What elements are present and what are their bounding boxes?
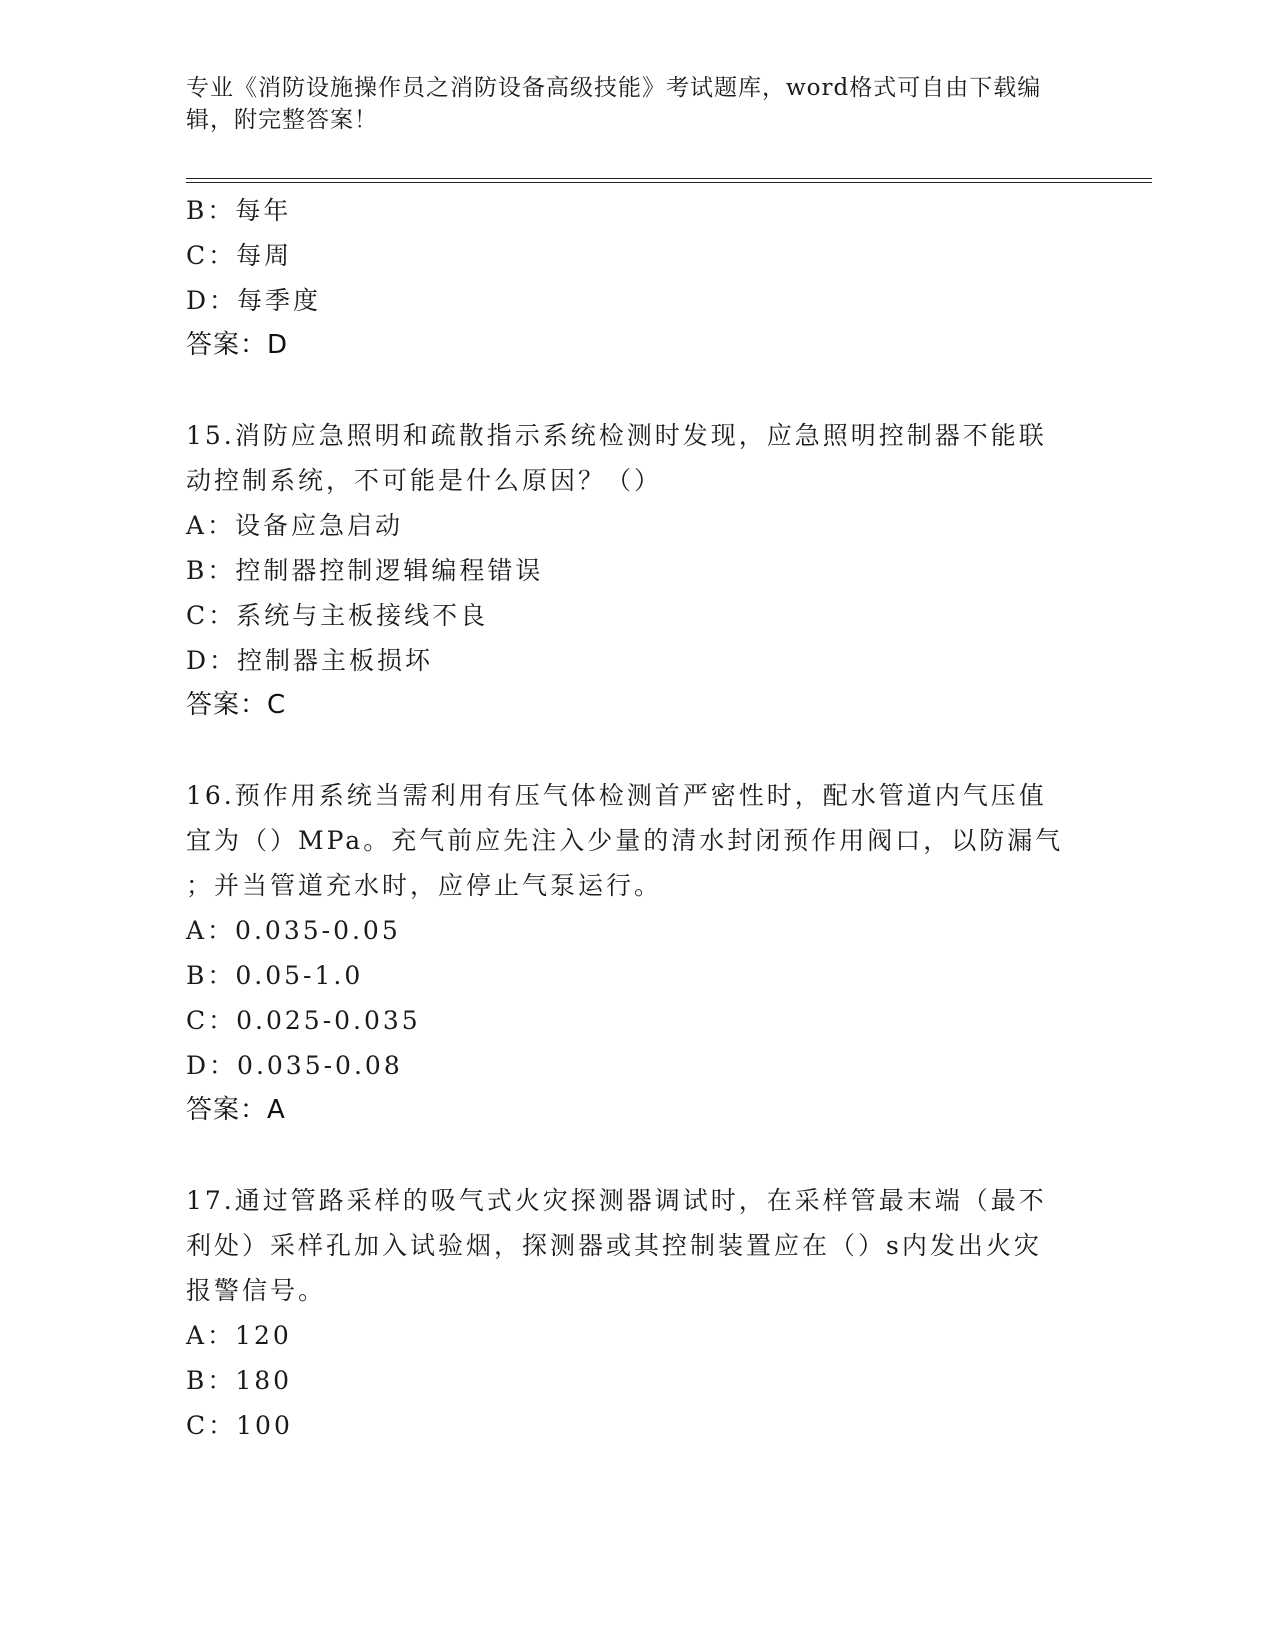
answer: 答案：C	[186, 690, 287, 720]
option-a: A：设备应急启动	[186, 511, 404, 540]
question-line: 宜为（）MPa。充气前应先注入少量的清水封闭预作用阀口，以防漏气	[186, 826, 1064, 855]
option-c: C：100	[186, 1411, 293, 1440]
answer: 答案：A	[186, 1095, 286, 1125]
question-text	[186, 1178, 1086, 1313]
option-d: D：每季度	[186, 286, 322, 315]
option-a: A：120	[186, 1321, 292, 1350]
question-text	[186, 413, 1086, 503]
option-b: B：0.05-1.0	[186, 961, 364, 990]
question-15	[186, 413, 1086, 728]
page-header	[186, 72, 1066, 136]
question-line: 16.预作用系统当需利用有压气体检测首严密性时，配水管道内气压值	[186, 781, 1047, 810]
option-a: A：0.035-0.05	[186, 916, 401, 945]
option-b: B：180	[186, 1366, 293, 1395]
question-line: 动控制系统，不可能是什么原因？（）	[186, 466, 663, 495]
question-list	[186, 188, 1086, 1448]
option-c: C：0.025-0.035	[186, 1006, 421, 1035]
question-line: 报警信号。	[186, 1276, 327, 1305]
option-d: D：0.035-0.08	[186, 1051, 403, 1080]
question-line: 17.通过管路采样的吸气式火灾探测器调试时，在采样管最末端（最不	[186, 1186, 1047, 1215]
option-b: B：控制器控制逻辑编程错误	[186, 556, 544, 585]
question-16	[186, 773, 1086, 1133]
question-line: 利处）采样孔加入试验烟，探测器或其控制装置应在（）s内发出火灾	[186, 1231, 1042, 1260]
question-line: ；并当管道充水时，应停止气泵运行。	[186, 871, 663, 900]
question-text	[186, 773, 1086, 908]
header-line-2: 辑，附完整答案！	[186, 107, 378, 133]
question-14-tail	[186, 188, 1086, 368]
option-d: D：控制器主板损坏	[186, 646, 434, 675]
question-17	[186, 1178, 1086, 1448]
header-divider	[186, 178, 1152, 183]
header-line-1: 专业《消防设施操作员之消防设备高级技能》考试题库，word格式可自由下载编	[186, 75, 1042, 101]
option-b: B：每年	[186, 196, 292, 225]
option-c: C：每周	[186, 241, 293, 270]
answer: 答案：D	[186, 330, 289, 360]
option-c: C：系统与主板接线不良	[186, 601, 489, 630]
question-line: 15.消防应急照明和疏散指示系统检测时发现，应急照明控制器不能联	[186, 421, 1047, 450]
